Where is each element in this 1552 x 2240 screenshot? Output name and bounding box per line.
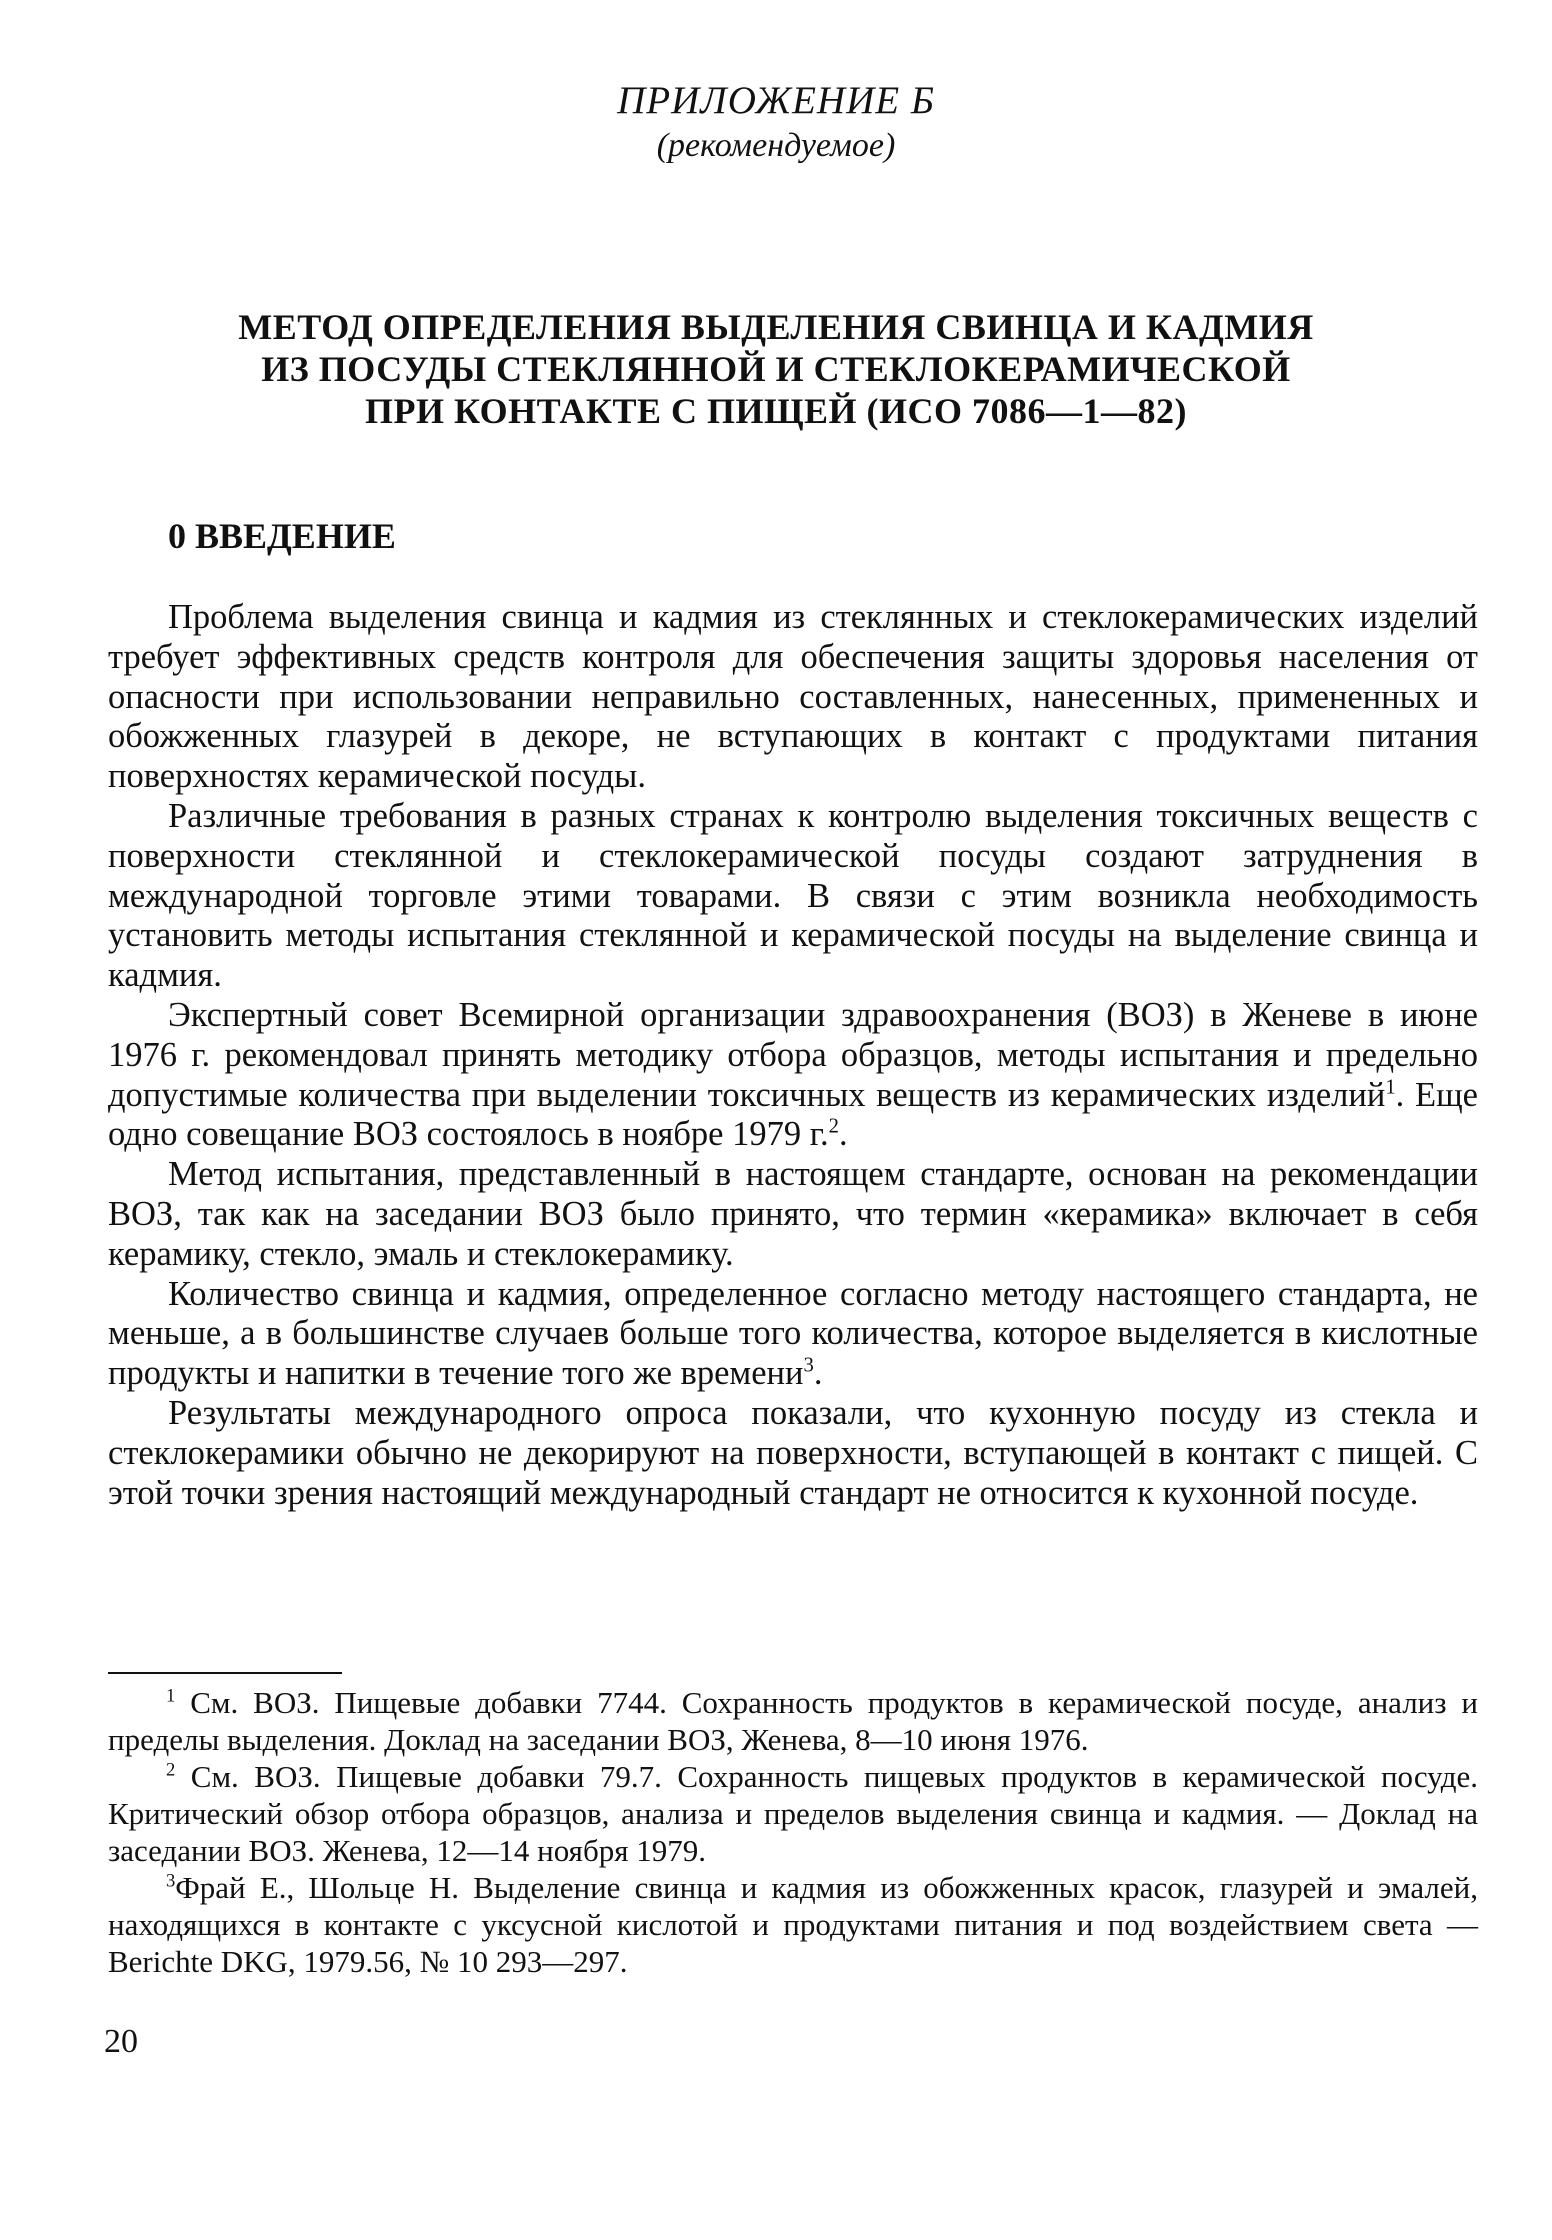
appendix-title: ПРИЛОЖЕНИЕ Б — [617, 79, 935, 122]
body-text — [108, 598, 1478, 1513]
footnote-ref: 3 — [803, 1354, 814, 1377]
paragraph — [108, 1275, 1478, 1394]
paragraph-text: . Еще одно совещание ВОЗ состоялось в ноябре 1979 г. — [108, 1075, 1478, 1154]
footnote-number: 1 — [166, 1685, 176, 1707]
footnote-number: 2 — [166, 1759, 176, 1781]
footnote — [108, 1869, 1478, 1980]
paragraph: Различные требования в разных странах к контролю выделения токсичных веществ с поверхности стеклянной и стеклокерамической посуды создают затруднения в международной торговле этими товарами. В связи с этим возникла необходимость установить методы испытания стеклянной и керамической посуды на выделение свинца и кадмия. — [108, 796, 1478, 995]
footnote — [108, 1684, 1478, 1758]
footnote-divider — [108, 1672, 342, 1674]
section-heading: 0 ВВЕДЕНИЕ — [168, 516, 396, 556]
page-number: 20 — [104, 2023, 138, 2060]
paragraph: Метод испытания, представленный в настоящем стандарте, основан на рекомендации ВОЗ, так как на заседании ВОЗ было принято, что термин «керамика» включает в себя керамику, стекло, эмаль и стеклокерамику. — [108, 1155, 1478, 1273]
footnote — [108, 1758, 1478, 1869]
title-line: МЕТОД ОПРЕДЕЛЕНИЯ ВЫДЕЛЕНИЯ СВИНЦА И КАДМИЯ — [238, 307, 1314, 347]
paragraph — [108, 996, 1478, 1155]
footnote-ref: 1 — [1385, 1076, 1396, 1099]
paragraph-text: . — [813, 1354, 823, 1393]
appendix-subtitle: (рекомендуемое) — [656, 127, 896, 164]
paragraph: Проблема выделения свинца и кадмия из стеклянных и стеклокерамических изделий требует эффективных средств контроля для обеспечения защиты здоровья населения от опасности при использовании неправильно составленных, нанесенных, примененных и обожженных глазурей в декоре, не вступающих в контакт с продуктами питания поверхностях керамической посуды. — [108, 598, 1478, 796]
footnote-number: 3 — [166, 1870, 176, 1892]
paragraph: Результаты международного опроса показали, что кухонную посуду из стекла и стеклокерамики обычно не декорируют на поверхности, вступающей в контакт с пищей. С этой точки зрения настоящий международный стандарт не относится к кухонной посуде. — [108, 1393, 1478, 1512]
footnote-text: Фрай Е., Шольце Н. Выделение свинца и кадмия из обожженных красок, глазурей и эмалей, находящихся в контакте с уксусной кислотой и продуктами питания и под воздействием света — Berichte DKG, 1979.56, № 10 293—297. — [108, 1870, 1478, 1979]
footnote-text: См. ВОЗ. Пищевые добавки 79.7. Сохранность пищевых продуктов в керамической посуде. Критический обзор отбора образцов, анализа и пределов выделения свинца и кадмия. — Доклад на заседании ВОЗ. Женева, 12—14 ноября 1979. — [108, 1759, 1479, 1868]
paragraph-text: Экспертный совет Всемирной организации здравоохранения (ВОЗ) в Женеве в июне 1976 г. рекомендовал принять методику отбора образцов, методы испытания и предельно допустимые количества при выделении токсичных веществ из керамических изделий — [108, 995, 1478, 1114]
document-title — [150, 306, 1402, 432]
title-line: ПРИ КОНТАКТЕ С ПИЩЕЙ (ИСО 7086—1—82) — [364, 391, 1188, 431]
footnote-ref: 2 — [828, 1115, 839, 1138]
paragraph-text: . — [838, 1115, 848, 1154]
paragraph-text: Количество свинца и кадмия, определенное согласно методу настоящего стандарта, не меньше, а в большинстве случаев больше того количества, которое выделяется в кислотные продукты и напитки в течение того же времени — [108, 1274, 1478, 1393]
footnotes — [108, 1684, 1478, 1980]
title-line: ИЗ ПОСУДЫ СТЕКЛЯННОЙ И СТЕКЛОКЕРАМИЧЕСКОЙ — [261, 349, 1291, 389]
footnote-text: См. ВОЗ. Пищевые добавки 7744. Сохранность продуктов в керамической посуде, анализ и пределы выделения. Доклад на заседании ВОЗ, Женева, 8—10 июня 1976. — [108, 1685, 1479, 1757]
